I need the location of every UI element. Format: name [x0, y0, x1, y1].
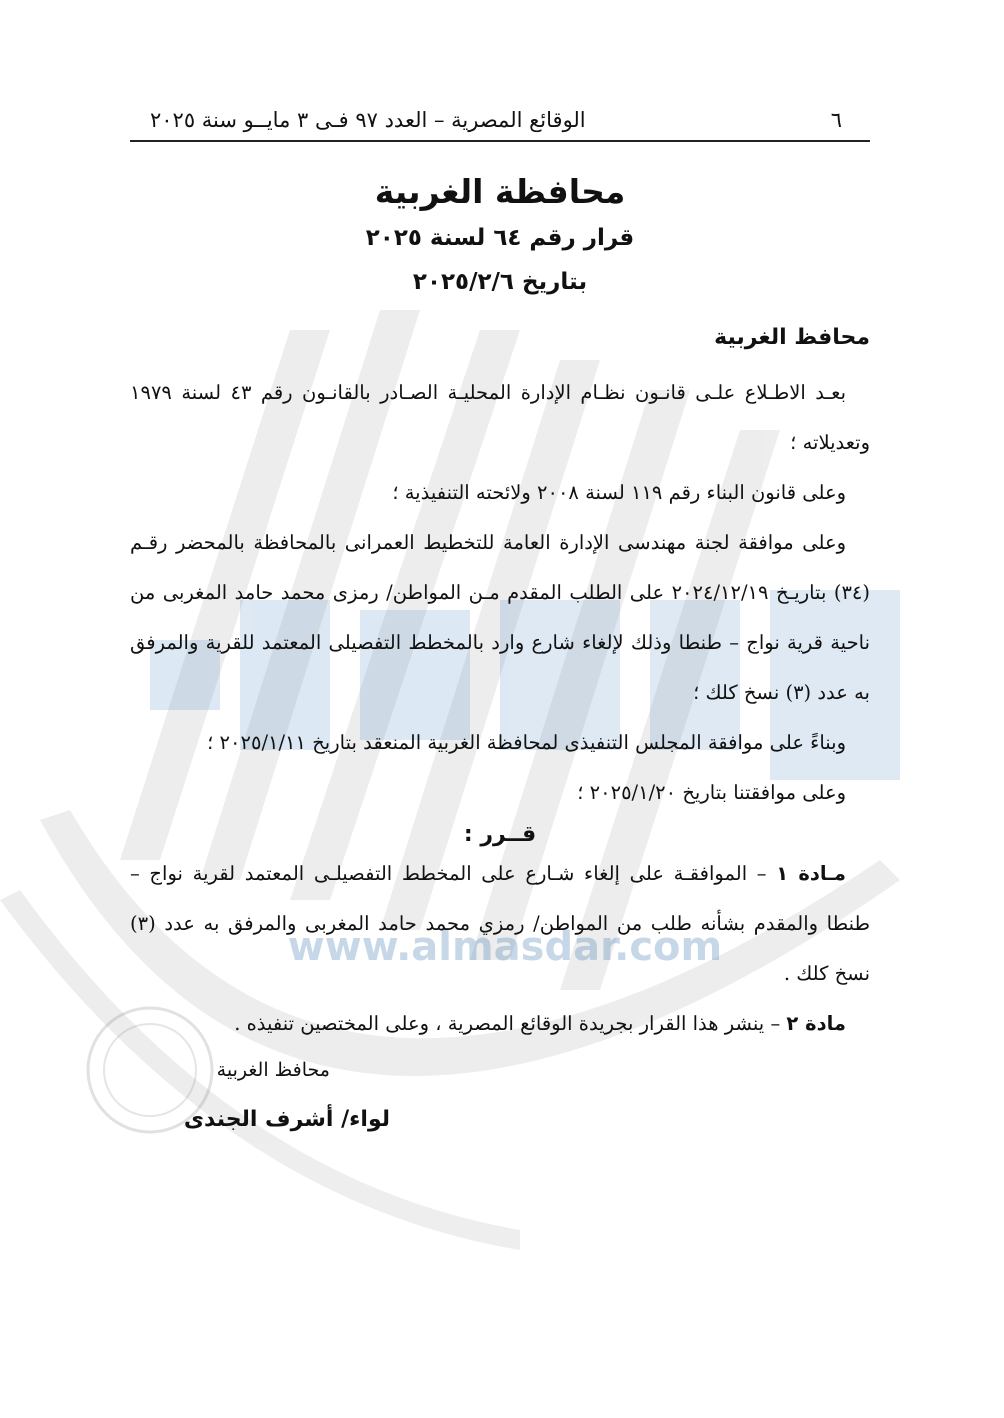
document-page	[130, 108, 870, 1132]
preamble-paragraph: وعلى قانون البناء رقم ١١٩ لسنة ٢٠٠٨ ولائحته التنفيذية ؛	[392, 481, 846, 504]
preamble-paragraph: بعـد الاطـلاع علـى قانـون نظـام الإدارة المحليـة الصـادر بالقانـون رقم ٤٣ لسنة ١٩٧٩ وتعديلاته ؛	[130, 381, 870, 454]
page-number: ٦	[830, 108, 842, 132]
preamble-paragraph: وعلى موافقتنا بتاريخ ٢٠٢٥/١/٢٠ ؛	[577, 781, 846, 804]
decided-heading: قــرر :	[463, 822, 537, 847]
article-1	[130, 849, 870, 999]
article-2	[130, 999, 870, 1049]
issuer-heading: محافظ الغربية	[714, 325, 870, 350]
article-1-text: – الموافقـة على إلغاء شـارع على المخطط التفصيلـى المعتمد لقرية نواج – طنطا والمقدم بشأنه طلب من المواطن/ رمزي محمد حامد المغربى والمرفق به عدد (٣) نسخ كلك .	[130, 862, 870, 985]
signature-title: محافظ الغربية	[216, 1059, 330, 1081]
decree-date: بتاريخ ٢٠٢٥/٢/٦	[412, 269, 588, 295]
article-2-text: – ينشر هذا القرار بجريدة الوقائع المصرية ، وعلى المختصين تنفيذه .	[234, 1012, 787, 1035]
signature-name: لواء/ أشرف الجندى	[183, 1107, 390, 1132]
governorate-title: محافظة الغربية	[374, 172, 626, 211]
article-1-label: مـادة ١	[776, 862, 846, 885]
watermark-url: www.almasdar.com	[287, 924, 723, 970]
article-2-label: مادة ٢	[786, 1012, 846, 1035]
publication-line: الوقائع المصرية – العدد ٩٧ فـى ٣ مايــو سنة ٢٠٢٥	[150, 108, 586, 132]
page-header	[130, 108, 870, 142]
decree-title-block	[130, 172, 870, 295]
preamble-paragraph: وعلى موافقة لجنة مهندسى الإدارة العامة للتخطيط العمرانى بالمحافظة بالمحضر رقـم (٣٤) بتاريـخ ٢٠٢٤/١٢/١٩ على الطلب المقدم مـن المواطن/ رمزى محمد حامد المغربى من ناحية قرية نواج – طنطا وذلك لإلغاء شارع وارد بالمخطط التفصيلى المعتمد للقرية والمرفق به عدد (٣) نسخ كلك ؛	[130, 531, 870, 704]
preamble-paragraph: وبناءً على موافقة المجلس التنفيذى لمحافظة الغربية المنعقد بتاريخ ٢٠٢٥/١/١١ ؛	[207, 731, 846, 754]
decree-number: قرار رقم ٦٤ لسنة ٢٠٢٥	[365, 225, 635, 251]
